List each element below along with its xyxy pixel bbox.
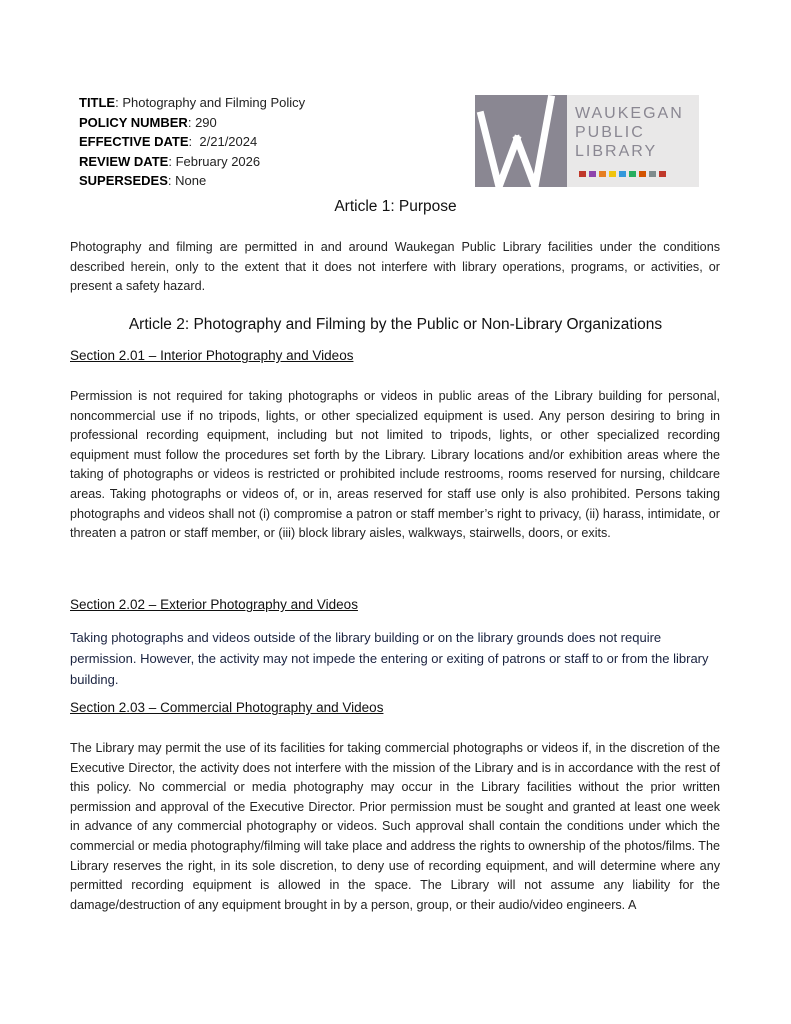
logo-color-square — [659, 171, 666, 177]
library-logo — [475, 95, 699, 187]
logo-color-square — [589, 171, 596, 177]
article-2-heading: Article 2: Photography and Filming by the Public or Non-Library Organizations — [128, 316, 663, 333]
logo-wordmark — [575, 104, 684, 161]
logo-color-square — [599, 171, 606, 177]
meta-supersedes: SUPERSEDES: None — [79, 173, 207, 188]
meta-policy-number: POLICY NUMBER: 290 — [79, 114, 217, 130]
logo-line-3: LIBRARY — [575, 143, 658, 160]
section-2-01-body: Permission is not required for taking photographs or videos in public areas of the Library building for personal, noncommercial use if no tripods, lights, or other specialized equipment is used. Any person desiring to bring in professional recording equipment, including but not limited to tripods, lights, or other specialized recording equipment must follow the procedures set forth by the Library. Library locations and/or exhibition areas where the taking of photographs or videos is restricted or prohibited include restrooms, rooms reserved for nursing, childcare areas. Taking photographs or videos of, or in, areas reserved for staff use only is also prohibited. Persons taking photographs and videos shall not (i) compromise a patron or staff member’s right to privacy, (ii) harass, intimidate, or threaten a patron or staff member, or (iii) block library aisles, walkways, stairwells, doors, or exits. — [70, 389, 720, 541]
logo-line-2: PUBLIC — [575, 124, 645, 141]
logo-color-square — [579, 171, 586, 177]
logo-color-square — [619, 171, 626, 177]
section-2-01-title: Section 2.01 – Interior Photography and Videos — [70, 348, 354, 363]
section-2-02-body: Taking photographs and videos outside of the library building or on the library grounds does not require permission. However, the activity may not impede the entering or exiting of patrons or staff to or from the library building. — [70, 630, 709, 687]
logo-color-square — [639, 171, 646, 177]
policy-metadata — [79, 93, 305, 191]
article-1-heading: Article 1: Purpose — [334, 198, 457, 215]
article-1-body: Photography and filming are permitted in and around Waukegan Public Library facilities under the conditions described herein, only to the extent that it does not interfere with library operations, programs, or activities, or present a safety hazard. — [70, 240, 720, 294]
logo-color-square — [629, 171, 636, 177]
logo-color-squares — [579, 171, 666, 177]
meta-title: TITLE: Photography and Filming Policy — [79, 95, 306, 110]
meta-effective-date: EFFECTIVE DATE: 2/21/2024 — [79, 134, 258, 149]
logo-line-1: WAUKEGAN — [575, 105, 684, 122]
w-mark-icon — [475, 95, 567, 187]
section-2-02-title: Section 2.02 – Exterior Photography and Videos — [70, 597, 358, 612]
logo-color-square — [649, 171, 656, 177]
meta-review-date: REVIEW DATE: February 2026 — [79, 153, 261, 169]
logo-color-square — [609, 171, 616, 177]
section-2-03-body: The Library may permit the use of its facilities for taking commercial photographs or videos if, in the discretion of the Executive Director, the activity does not interfere with the mission of the Library and is in accordance with the rest of this policy. No commercial or media photography may occur in the Library facilities without the prior written permission and approval of the Executive Director. Prior permission must be sought and granted at least one week in advance of any commercial photography or videos. Such approval shall contain the conditions under which the commercial or media photography/filming will take place and address the rights to ownership of the photos/films. The Library reserves the right, in its sole discretion, to deny use of recording equipment, and will determine where any permitted recording equipment is allowed in the space. The Library will not assume any liability for the damage/destruction of any equipment brought in by a person, group, or their audio/video engineers. A — [70, 741, 720, 912]
section-2-03-title: Section 2.03 – Commercial Photography and Videos — [70, 700, 384, 715]
